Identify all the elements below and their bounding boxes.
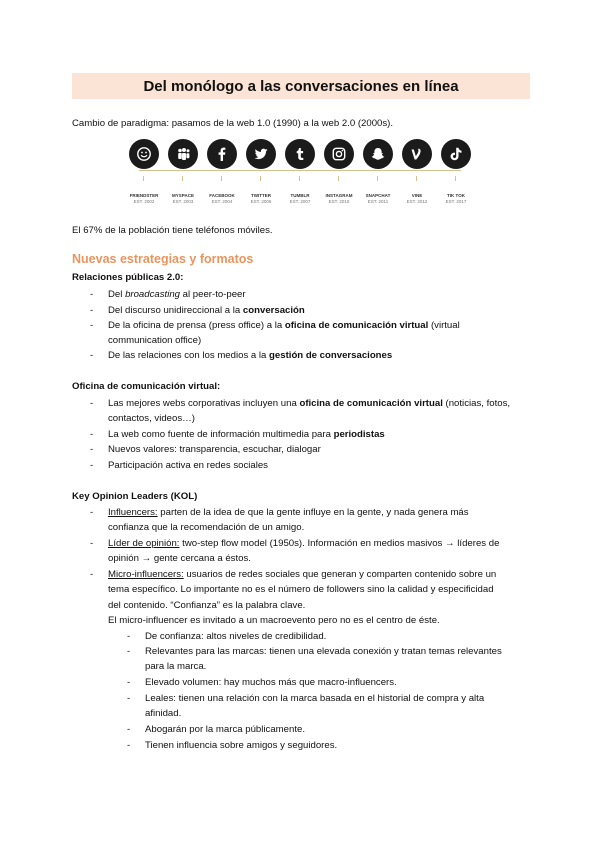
mobile-stat: El 67% de la población tiene teléfonos móviles. [72, 225, 273, 236]
sublist-dash: - [127, 693, 131, 704]
timeline-tick [455, 176, 456, 181]
page-title: Del monólogo a las conversaciones en línea [143, 77, 459, 95]
intro-text: Cambio de paradigma: pasamos de la web 1.0 (1990) a la web 2.0 (2000s). [72, 118, 394, 129]
list-item: Del broadcasting al peer-to-peer [108, 289, 246, 300]
timeline-tick [221, 176, 222, 181]
kol-heading: Key Opinion Leaders (KOL) [72, 491, 198, 502]
facebook-icon [207, 139, 237, 169]
title-bar [72, 73, 530, 99]
sublist-dash: - [127, 646, 131, 657]
list-item: De las relaciones con los medios a la gestión de conversaciones [108, 350, 393, 361]
sublist-item-continued: para la marca. [145, 661, 207, 672]
sublist-item: Tienen influencia sobre amigos y seguidores. [145, 740, 338, 751]
timeline-label: SNAPCHAT EST. 2011 [365, 193, 391, 204]
timeline-tick [299, 176, 300, 181]
list-item: Del discurso unidireccional a la conversación [108, 305, 305, 316]
list-dash: - [90, 305, 94, 316]
timeline-label: FRIENDSTER EST. 2002 [129, 193, 159, 204]
list-item-continued: El micro-influencer es invitado a un macroevento pero no es el centro de éste. [108, 615, 440, 626]
twitter-icon [246, 139, 276, 169]
smiley-icon [129, 139, 159, 169]
list-item: Participación activa en redes sociales [108, 460, 268, 471]
timeline-tick [377, 176, 378, 181]
sublist-dash: - [127, 740, 131, 751]
sublist-item: Leales: tienen una relación con la marca basada en el historial de compra y alta [145, 693, 485, 704]
timeline-label: INSTAGRAM EST. 2010 [325, 193, 353, 204]
timeline-line [139, 170, 461, 171]
list-dash: - [90, 429, 94, 440]
list-item: Líder de opinión: two-step flow model (1950s). Información en medios masivos → líderes de [108, 538, 500, 549]
list-dash: - [90, 320, 94, 331]
list-dash: - [90, 507, 94, 518]
list-item-continued: opinión → gente cercana a éstos. [108, 553, 251, 564]
list-item-continued: tema específico. Lo importante no es el número de followers sino la calidad y especificidad [108, 584, 494, 595]
pr-heading: Relaciones públicas 2.0: [72, 272, 184, 283]
list-item: La web como fuente de información multimedia para periodistas [108, 429, 385, 440]
list-item: Micro-influencers: usuarios de redes sociales que generan y comparten contenido sobre un [108, 569, 497, 580]
sublist-dash: - [127, 677, 131, 688]
vine-icon [402, 139, 432, 169]
list-item-continued: confianza que la recomendación de un amigo. [108, 522, 305, 533]
list-item: Las mejores webs corporativas incluyen una oficina de comunicación virtual (noticias, fotos, [108, 398, 511, 409]
timeline-tick [416, 176, 417, 181]
sublist-item: De confianza: altos niveles de credibilidad. [145, 631, 327, 642]
sublist-dash: - [127, 631, 131, 642]
list-dash: - [90, 398, 94, 409]
list-item-continued: contactos, videos…) [108, 413, 195, 424]
sublist-item-continued: afinidad. [145, 708, 182, 719]
snapchat-icon [363, 139, 393, 169]
timeline-label: MYSPACE EST. 2003 [172, 193, 194, 204]
list-dash: - [90, 289, 94, 300]
timeline-label: FACEBOOK EST. 2004 [209, 193, 235, 204]
timeline-tick [338, 176, 339, 181]
section-title: Nuevas estrategias y formatos [72, 252, 254, 266]
virtual-heading: Oficina de comunicación virtual: [72, 381, 221, 392]
myspace-icon [168, 139, 198, 169]
list-dash: - [90, 350, 94, 361]
list-item: Influencers: parten de la idea de que la gente influye en la gente, y nada genera más [108, 507, 469, 518]
sublist-dash: - [127, 724, 131, 735]
list-dash: - [90, 460, 94, 471]
timeline-label: VINE EST. 2012 [406, 193, 428, 204]
timeline-tick [182, 176, 183, 181]
timeline-label: TWITTER EST. 2006 [250, 193, 272, 204]
sublist-item: Abogarán por la marca públicamente. [145, 724, 305, 735]
list-item-continued: communication office) [108, 335, 202, 346]
timeline-label: TUMBLR EST. 2007 [289, 193, 311, 204]
timeline-tick [143, 176, 144, 181]
sublist-item: Elevado volumen: hay muchos más que macro-influencers. [145, 677, 397, 688]
list-dash: - [90, 569, 94, 580]
list-item: De la oficina de prensa (press office) a la oficina de comunicación virtual (virtual [108, 320, 460, 331]
list-dash: - [90, 538, 94, 549]
instagram-icon [324, 139, 354, 169]
timeline-tick [260, 176, 261, 181]
list-item-continued: del contenido. “Confianza” es la palabra clave. [108, 600, 306, 611]
tumblr-icon [285, 139, 315, 169]
sublist-item: Relevantes para las marcas: tienen una elevada conexión y tratan temas relevantes [145, 646, 502, 657]
timeline-label: TIK TOK EST. 2017 [445, 193, 467, 204]
list-dash: - [90, 444, 94, 455]
list-item: Nuevos valores: transparencia, escuchar, dialogar [108, 444, 321, 455]
tiktok-icon [441, 139, 471, 169]
